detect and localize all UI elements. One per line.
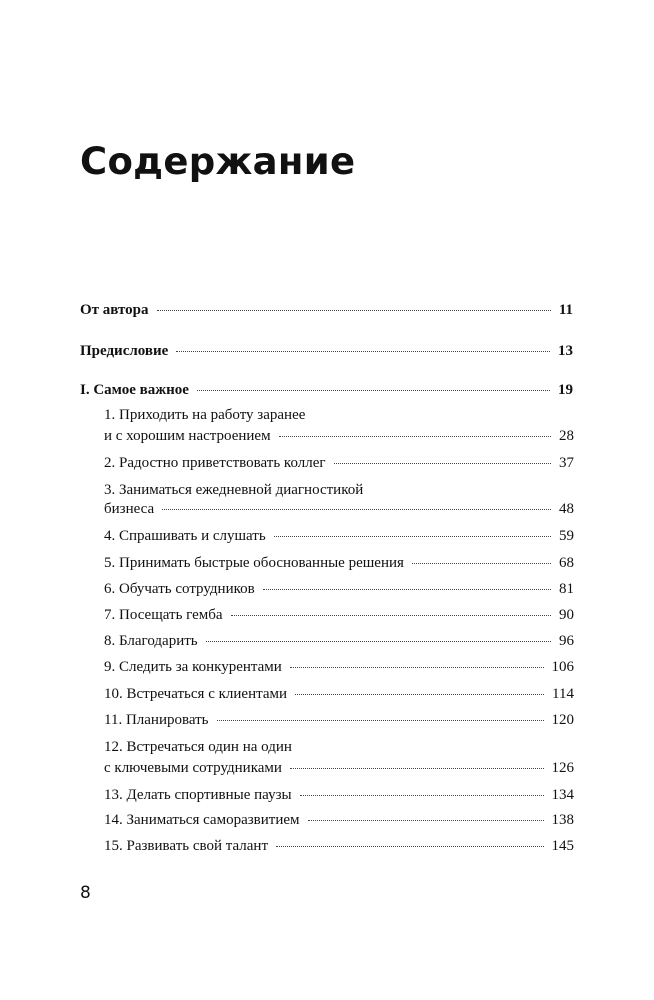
toc-entry[interactable] [104,454,574,473]
dot-leader [295,694,544,695]
toc-entry-page: 11 [558,302,573,318]
toc-entry-page: 106 [551,659,574,675]
dot-leader [176,351,550,352]
toc-entry-page: 138 [551,812,574,828]
toc-entry[interactable] [104,527,574,546]
toc-entry-title: бизнеса [104,501,155,517]
dot-leader [334,463,551,464]
toc-entry[interactable] [104,786,574,805]
page-number: 8 [80,883,91,903]
toc-entry-title: 13. Делать спортивные паузы [104,787,292,803]
dot-leader [197,390,550,391]
dot-leader [276,846,543,847]
toc-entry-title: 15. Развивать свой талант [104,838,269,854]
toc-entry[interactable] [104,837,574,856]
toc-entry-page: 37 [559,455,574,471]
toc-entry-title: 4. Спрашивать и слушать [104,528,266,544]
dot-leader [217,720,544,721]
toc-entry-page: 96 [559,633,574,649]
toc-entry-title: От автора [80,302,149,318]
toc-entry[interactable] [104,580,574,599]
toc-entry-title: Предисловие [80,343,169,359]
dot-leader [263,589,551,590]
toc-entry-page: 134 [551,787,574,803]
dot-leader [290,667,544,668]
toc-entry[interactable] [104,658,574,677]
dot-leader [412,563,551,564]
toc-entry[interactable] [104,711,574,730]
toc-entry-title-line1: 1. Приходить на работу заранее [104,407,306,423]
toc-entry-page: 48 [559,501,574,517]
toc-entry-page: 28 [559,428,574,444]
toc-entry[interactable] [104,554,574,573]
dot-leader [279,436,551,437]
toc-entry-title: 7. Посещать гемба [104,607,223,623]
toc-entry[interactable] [104,427,574,446]
toc-entry[interactable] [104,606,574,625]
toc-entry-page: 13 [558,343,573,359]
toc-entry-title: 9. Следить за конкурентами [104,659,282,675]
toc-section-entry[interactable] [80,381,573,400]
dot-leader [308,820,544,821]
toc-entry-title: с ключевыми сотрудниками [104,760,282,776]
dot-leader [162,509,551,510]
toc-entry-page: 126 [551,760,574,776]
dot-leader [231,615,551,616]
toc-entry-title: I. Самое важное [80,382,189,398]
toc-entry-title: и с хорошим настроением [104,428,271,444]
toc-entry-title-line1: 3. Заниматься ежедневной диагностикой [104,482,364,498]
toc-entry-page: 120 [551,712,574,728]
dot-leader [157,310,551,311]
toc-entry-title: 8. Благодарить [104,633,198,649]
toc-entry-page: 145 [551,838,574,854]
toc-entry-page: 90 [559,607,574,623]
toc-entry-title: 5. Принимать быстрые обоснованные решения [104,555,404,571]
toc-entry[interactable] [104,632,574,651]
page-title: Содержание [80,140,356,183]
toc-entry-title: 10. Встречаться с клиентами [104,686,288,702]
toc-entry[interactable] [80,301,573,320]
toc-entry[interactable] [104,811,574,830]
toc-entry-title-line1: 12. Встречаться один на один [104,739,292,755]
toc-entry-page: 114 [552,686,574,702]
toc-entry-page: 19 [558,382,573,398]
toc-entry-title: 11. Планировать [104,712,209,728]
toc-entry[interactable] [104,759,574,778]
toc-entry-title: 2. Радостно приветствовать коллег [104,455,326,471]
toc-entry-page: 68 [559,555,574,571]
dot-leader [206,641,551,642]
toc-entry[interactable] [104,500,574,519]
dot-leader [274,536,551,537]
toc-entry-title: 14. Заниматься саморазвитием [104,812,300,828]
dot-leader [290,768,544,769]
toc-entry-title: 6. Обучать сотрудников [104,581,255,597]
dot-leader [300,795,544,796]
toc-entry-page: 59 [559,528,574,544]
toc-entry[interactable] [80,342,573,361]
toc-entry[interactable] [104,685,574,704]
toc-entry-page: 81 [559,581,574,597]
